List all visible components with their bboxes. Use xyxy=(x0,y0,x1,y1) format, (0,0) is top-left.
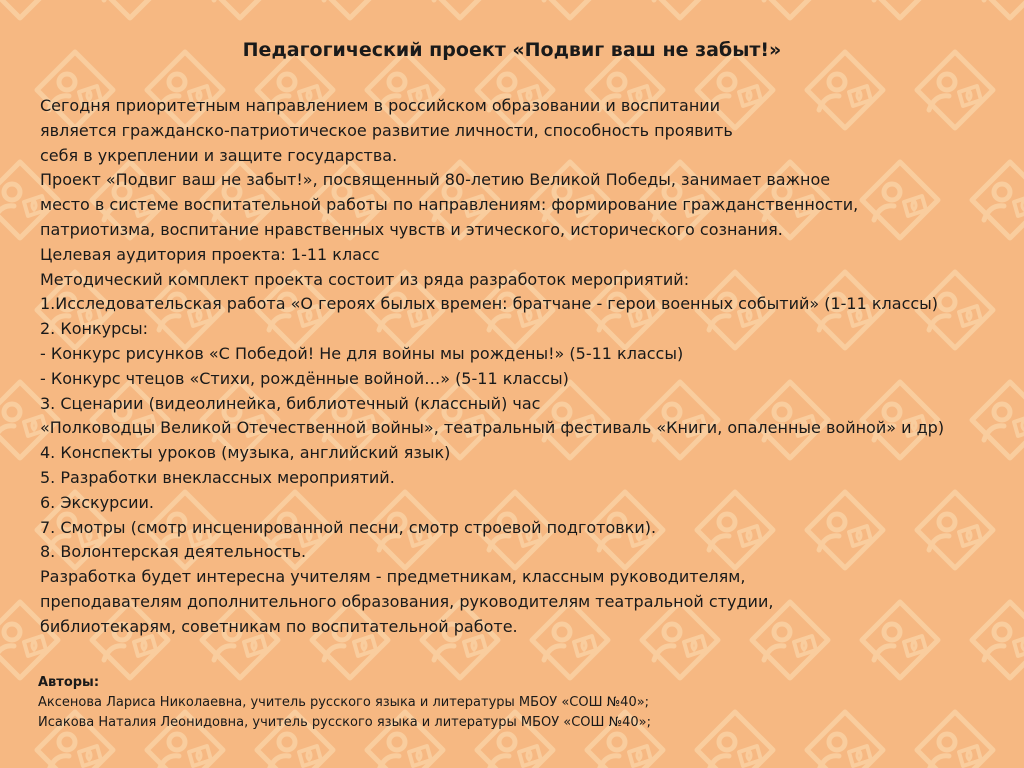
description-line: 1.Исследовательская работа «О героях былых времен: братчане - герои военных событий» (1-11 классы) xyxy=(40,294,939,314)
teacher-reading-icon xyxy=(422,0,498,18)
description-line: Целевая аудитория проекта: 1-11 класс xyxy=(40,244,380,264)
authors-list xyxy=(38,693,651,733)
description-line: 5. Разработки внеклассных мероприятий. xyxy=(40,467,395,487)
teacher-reading-icon xyxy=(752,0,828,18)
description-line: 3. Сценарии (видеолинейка, библиотечный (классный) час xyxy=(40,393,541,413)
author-line: Исакова Наталия Леонидовна, учитель русского языка и литературы МБОУ «СОШ №40»; xyxy=(38,715,651,730)
authors-label: Авторы: xyxy=(38,675,100,690)
description-line: - Конкурс чтецов «Стихи, рождённые войной…» (5-11 классы) xyxy=(40,368,569,388)
teacher-reading-icon xyxy=(807,712,883,768)
teacher-reading-icon xyxy=(202,0,278,18)
description-line: Проект «Подвиг ваш не забыт!», посвященный 80-летию Великой Победы, занимает важное xyxy=(40,170,831,190)
teacher-reading-icon xyxy=(697,712,773,768)
teacher-reading-icon xyxy=(642,0,718,18)
description-line: Методический комплект проекта состоит из ряда разработок мероприятий: xyxy=(40,269,690,289)
description-line: Разработка будет интересна учителям - предметникам, классным руководителям, xyxy=(40,567,746,587)
description-line: 8. Волонтерская деятельность. xyxy=(40,542,307,562)
description-line: место в системе воспитательной работы по направлениям: формирование гражданственности, xyxy=(40,195,859,215)
teacher-reading-icon xyxy=(917,712,993,768)
description-line: «Полководцы Великой Отечественной войны», театральный фестиваль «Книги, опаленные войной» и др) xyxy=(40,418,945,438)
description-line: себя в укреплении и защите государства. xyxy=(40,145,398,165)
teacher-reading-icon xyxy=(312,0,388,18)
description-line: библиотекарям, советникам по воспитательной работе. xyxy=(40,616,518,636)
description-line: является гражданско-патриотическое развитие личности, способность проявить xyxy=(40,120,733,140)
description-line: Сегодня приоритетным направлением в российском образовании и воспитании xyxy=(40,96,721,115)
author-line: Аксенова Лариса Николаевна, учитель русского языка и литературы МБОУ «СОШ №40»; xyxy=(38,695,650,710)
teacher-reading-icon xyxy=(972,0,1024,18)
page-title: Педагогический проект «Подвиг ваш не забыт!» xyxy=(242,39,782,61)
description-line: - Конкурс рисунков «С Победой! Не для войны мы рождены!» (5-11 классы) xyxy=(40,343,684,363)
description-line: патриотизма, воспитание нравственных чувств и этического, исторического сознания. xyxy=(40,219,783,239)
description-line: 2. Конкурсы: xyxy=(40,319,149,339)
teacher-reading-icon xyxy=(0,0,58,18)
description-line: преподавателям дополнительного образования, руководителям театральной студии, xyxy=(40,591,774,611)
description-line: 4. Конспекты уроков (музыка, английский язык) xyxy=(40,443,451,463)
project-description xyxy=(40,94,1000,640)
description-line: 6. Экскурсии. xyxy=(40,492,154,512)
teacher-reading-icon xyxy=(862,0,938,18)
teacher-reading-icon xyxy=(532,0,608,18)
teacher-reading-icon xyxy=(92,0,168,18)
description-line: 7. Смотры (смотр инсценированной песни, смотр строевой подготовки). xyxy=(40,517,657,537)
